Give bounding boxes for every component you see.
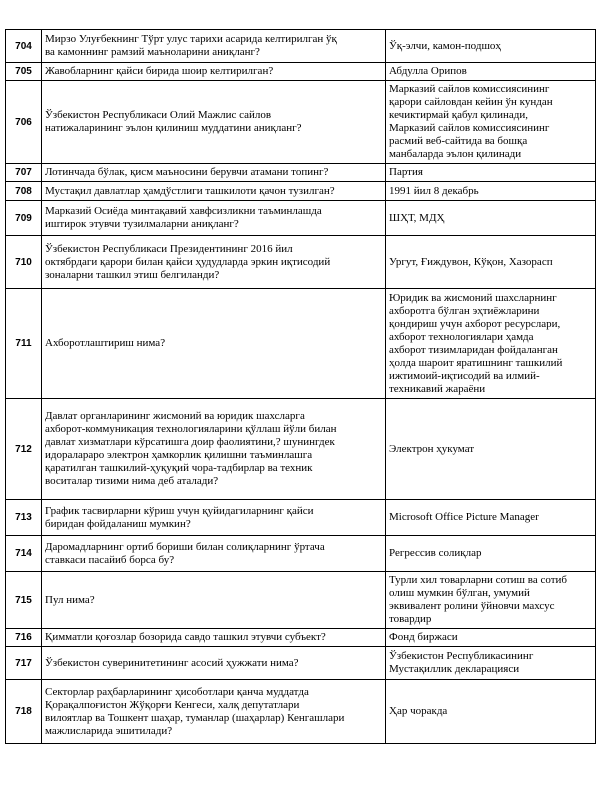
answer-cell: Турли хил товарларни сотиш ва сотиб олиш мумкин бўлган, умумий эквивалент ролини ўйновчи махсус товардир	[386, 572, 596, 629]
row-number: 709	[6, 201, 42, 236]
table-row	[6, 536, 596, 572]
table-row	[6, 81, 596, 164]
answer-cell: Microsoft Office Picture Manager	[386, 500, 596, 536]
answer-cell: 1991 йил 8 декабрь	[386, 182, 596, 201]
table-row	[6, 647, 596, 680]
row-number: 704	[6, 30, 42, 63]
answer-cell: Партия	[386, 164, 596, 182]
question-cell: Марказий Осиёда минтақавий хавфсизликни таъминлашда иштирок этувчи тузилмаларни аниқланг?	[42, 201, 386, 236]
row-number: 714	[6, 536, 42, 572]
question-cell: Давлат органларининг жисмоний ва юридик шахсларга ахборот-коммуникация технологияларини қўллаш йўли билан давлат хизматлари кўрсатишга доир фаолиятини,? шунингдек идоралараро электрон ҳамкорлик қилишни таъминлашга қаратилган ташкилий-ҳуқуқий чора-тадбирлар ва техник воситалар тизими нима деб аталади?	[42, 399, 386, 500]
row-number: 717	[6, 647, 42, 680]
row-number: 707	[6, 164, 42, 182]
table-row	[6, 30, 596, 63]
row-number: 712	[6, 399, 42, 500]
question-cell: Қимматли қоғозлар бозорида савдо ташкил этувчи субъект?	[42, 629, 386, 647]
answer-cell: Абдулла Орипов	[386, 63, 596, 81]
row-number: 716	[6, 629, 42, 647]
row-number: 710	[6, 236, 42, 289]
question-cell: Мустақил давлатлар ҳамдўстлиги ташкилоти қачон тузилган?	[42, 182, 386, 201]
question-cell: Ахборотлаштириш нима?	[42, 289, 386, 399]
question-cell: Ўзбекистон Республикаси Олий Мажлис сайлов натижаларининг эълон қилиниш муддатини аниқланг?	[42, 81, 386, 164]
question-cell: Секторлар раҳбарларининг ҳисоботлари қанча муддатда Қорақалпоғистон Жўқорғи Кенгеси, халқ депутатлари вилоятлар ва Тошкент шаҳар, туманлар (шаҳарлар) Кенгашлари мажлисларида эшитилади?	[42, 680, 386, 744]
answer-cell: ШҲТ, МДҲ	[386, 201, 596, 236]
table-row	[6, 201, 596, 236]
answer-cell: Ҳар чоракда	[386, 680, 596, 744]
question-cell: Ўзбекистон суверинитетининг асосий ҳужжати нима?	[42, 647, 386, 680]
table-row	[6, 399, 596, 500]
answer-cell: Регрессив солиқлар	[386, 536, 596, 572]
row-number: 706	[6, 81, 42, 164]
question-cell: Ўзбекистон Республикаси Президентининг 2016 йил октябрдаги қарори билан қайси ҳудудларда эркин иқтисодий зоналарни ташкил этиш белгиланди?	[42, 236, 386, 289]
table-row	[6, 629, 596, 647]
table-row	[6, 236, 596, 289]
answer-cell: Ўқ-элчи, камон-подшоҳ	[386, 30, 596, 63]
row-number: 708	[6, 182, 42, 201]
answer-cell: Ургут, Ғиждувон, Кўқон, Хазорасп	[386, 236, 596, 289]
answer-cell: Марказий сайлов комиссиясининг қарори сайловдан кейин ўн кундан кечиктирмай қабул қилинади, Марказий сайлов комиссиясининг расмий веб-сайтида ва бошқа манбаларда эълон қилинади	[386, 81, 596, 164]
table-row	[6, 63, 596, 81]
table-row	[6, 500, 596, 536]
answer-cell: Юридик ва жисмоний шахсларнинг ахборотга бўлган эҳтиёжларини қондириш учун ахборот ресурслари, ахборот технологиялари ҳамда ахборот тизимларидан фойдаланган ҳолда шароит яратишнинг ташкилий ижтимоий-иқтисодий ва илмий- техникавий жараёни	[386, 289, 596, 399]
question-cell: Лотинчада бўлак, қисм маъносини берувчи атамани топинг?	[42, 164, 386, 182]
table-row	[6, 289, 596, 399]
table-row	[6, 572, 596, 629]
row-number: 718	[6, 680, 42, 744]
table-row	[6, 164, 596, 182]
row-number: 711	[6, 289, 42, 399]
row-number: 715	[6, 572, 42, 629]
table-row	[6, 182, 596, 201]
row-number: 705	[6, 63, 42, 81]
answer-cell: Ўзбекистон Республикасининг Мустақиллик декларацияси	[386, 647, 596, 680]
answer-cell: Электрон ҳукумат	[386, 399, 596, 500]
answer-cell: Фонд биржаси	[386, 629, 596, 647]
row-number: 713	[6, 500, 42, 536]
question-cell: Даромадларнинг ортиб бориши билан солиқларнинг ўртача ставкаси пасайиб борса бу?	[42, 536, 386, 572]
question-cell: Жавобларнинг қайси бирида шоир келтирилган?	[42, 63, 386, 81]
table-row	[6, 680, 596, 744]
question-cell: Пул нима?	[42, 572, 386, 629]
question-cell: Мирзо Улуғбекнинг Тўрт улус тарихи асарида келтирилган ўқ ва камоннинг рамзий маъноларини аниқланг?	[42, 30, 386, 63]
question-cell: График тасвирларни кўриш учун қуйидагиларнинг қайси биридан фойдаланиш мумкин?	[42, 500, 386, 536]
qa-table	[5, 29, 596, 744]
